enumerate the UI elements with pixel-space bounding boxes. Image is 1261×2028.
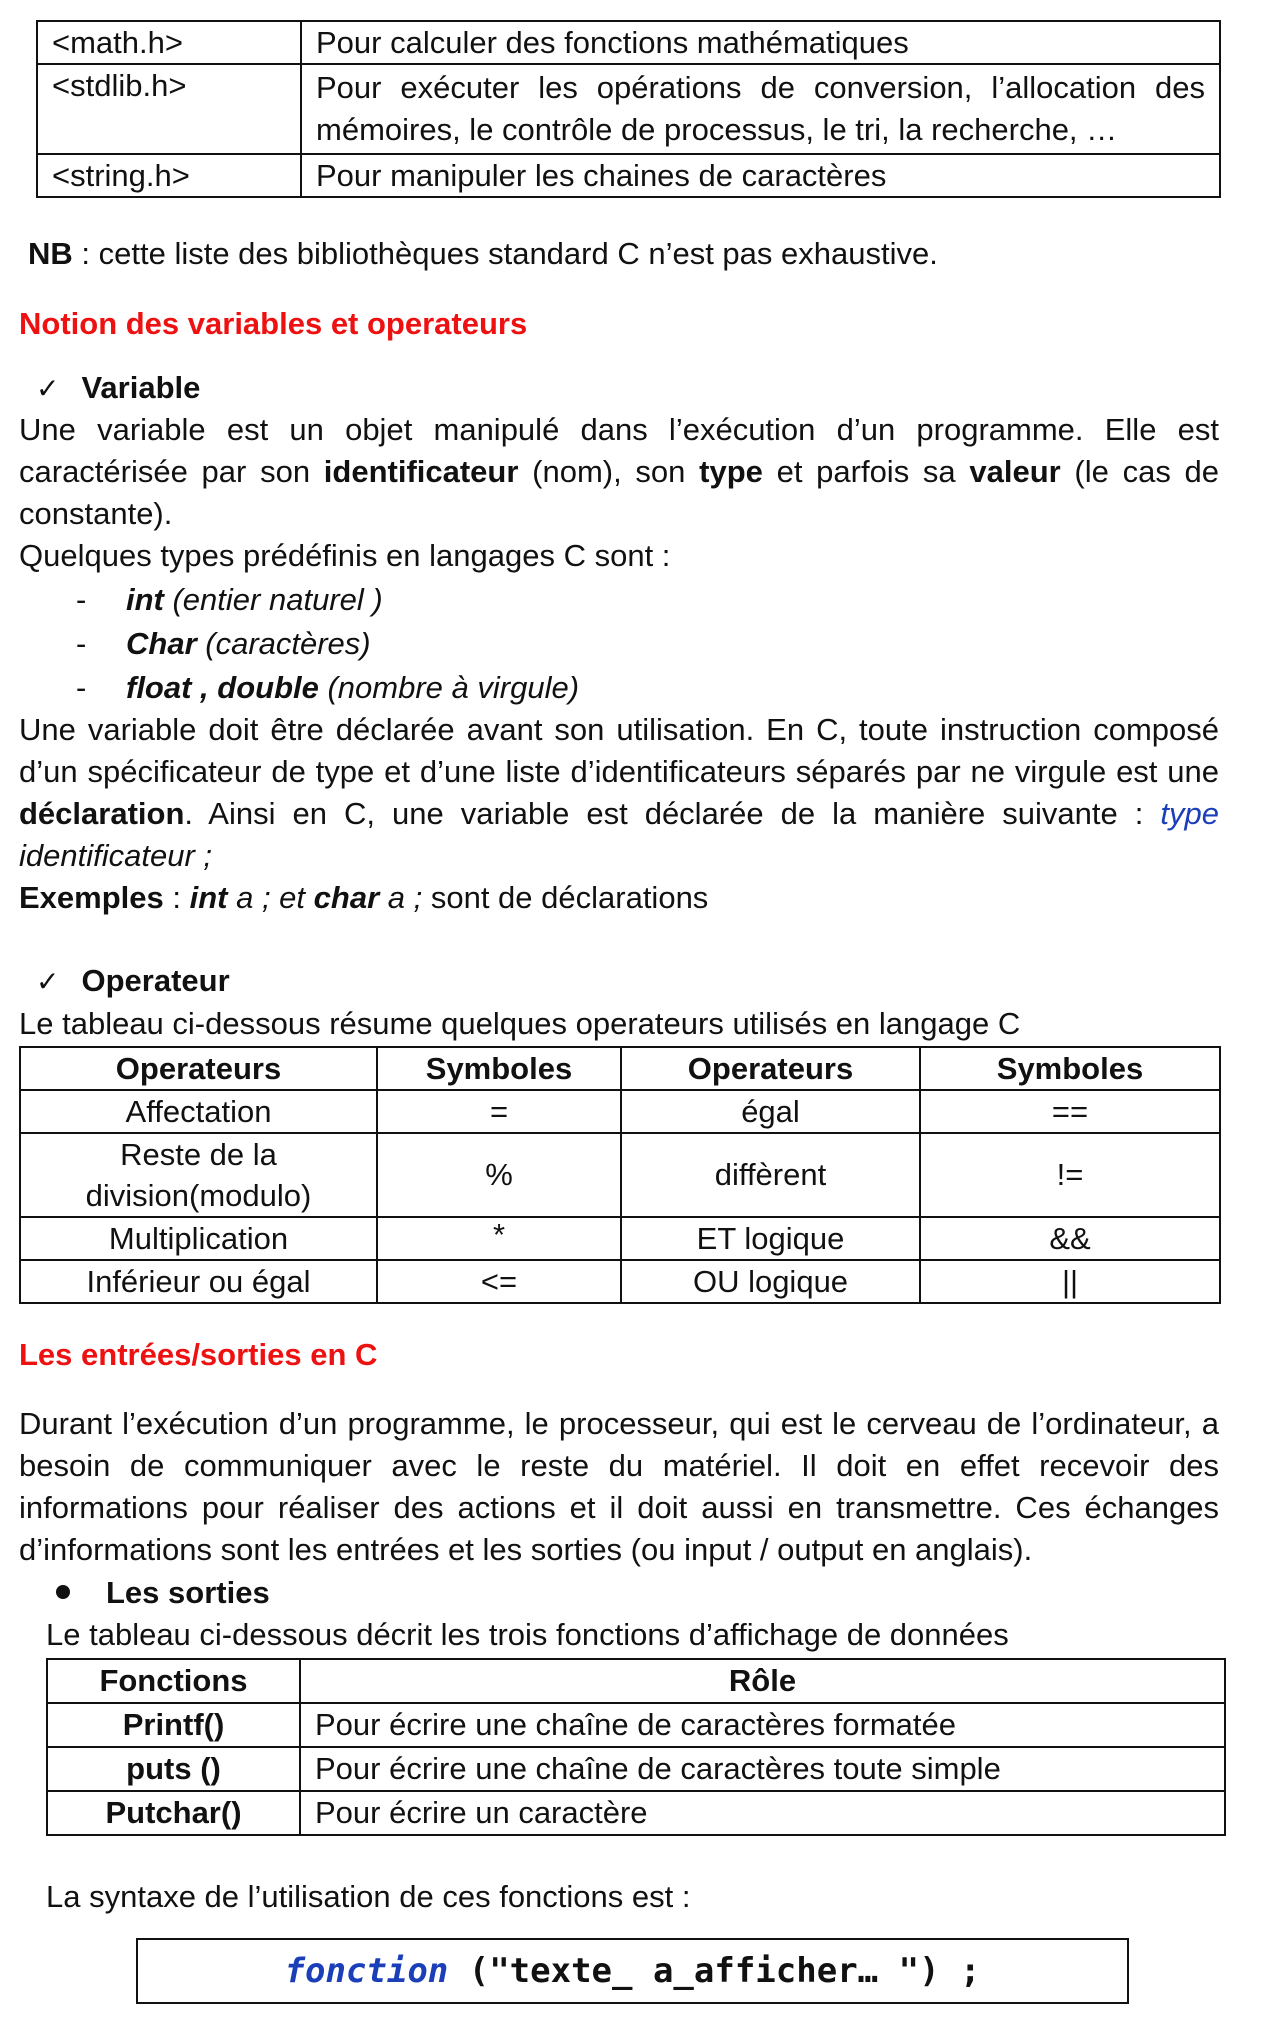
table-row [47,1703,1225,1747]
type-keyword: float , double [126,670,319,705]
table-row [37,154,1220,197]
operator-symbol: * [377,1217,621,1260]
text-span: . Ainsi en C, une variable est déclarée de la manière suivante : [184,796,1161,831]
text-span: sont de déclarations [422,880,709,915]
operateur-heading [36,960,230,1003]
syntax-intro: La syntaxe de l’utilisation de ces fonctions est : [46,1879,691,1914]
table-row [47,1791,1225,1835]
table-row [47,1747,1225,1791]
text-span: et parfois sa [762,454,970,489]
operator-symbol: != [920,1133,1220,1217]
table-header-row [20,1047,1220,1090]
libraries-table [36,20,1221,198]
text-span: a ; et [227,880,314,915]
type-description: (caractères) [196,626,371,661]
dash: - [76,670,87,705]
output-functions-table [46,1658,1226,1836]
type-keyword: int [126,582,164,617]
examples-line [19,877,708,919]
io-paragraph: Durant l’exécution d’un programme, le processeur, qui est le cerveau de l’ordinateur, a besoin de communiquer avec le reste du matériel. Il doit en effet recevoir des informations pour réaliser des actions et il doit aussi en transmettre. Ces échanges d’informations sont les entrées et les sorties (ou input / output en anglais). [19,1406,1219,1567]
text-span: (nom), son [518,454,700,489]
function-role: Pour écrire une chaîne de caractères formatée [300,1703,1225,1747]
function-name: Putchar() [47,1791,300,1835]
function-role: Pour écrire une chaîne de caractères toute simple [300,1747,1225,1791]
column-header: Rôle [300,1659,1225,1703]
text-span: identificateur ; [19,838,212,873]
library-name: <math.h> [37,21,301,64]
library-description: Pour calculer des fonctions mathématiques [301,21,1220,64]
operator-name: Multiplication [20,1217,377,1260]
table-row [20,1090,1220,1133]
syntax-arguments: ("texte_ a_afficher… ") ; [448,1951,981,1991]
library-description: Pour exécuter les opérations de conversion, l’allocation des mémoires, le contrôle de processus, le tri, la recherche, … [301,64,1220,154]
operator-symbol: <= [377,1260,621,1303]
table-row [37,64,1220,154]
function-name: Printf() [47,1703,300,1747]
types-intro: Quelques types prédéfinis en langages C sont : [19,538,671,573]
table-row [20,1217,1220,1260]
bullet-icon [56,1585,70,1599]
syntax-function-keyword: fonction [284,1951,449,1991]
variable-heading [36,367,200,410]
library-name: <string.h> [37,154,301,197]
dash: - [76,582,87,617]
list-item [76,579,383,621]
operator-symbol: && [920,1217,1220,1260]
section-title-io: Les entrées/sorties en C [19,1337,378,1372]
nb-note [28,233,938,275]
dash: - [76,626,87,661]
variable-paragraph-1 [19,409,1219,535]
table-row [37,21,1220,64]
type-description: (nombre à virgule) [318,670,580,705]
term-declaration: déclaration [19,796,185,831]
operator-name: ET logique [621,1217,920,1260]
column-header: Fonctions [47,1659,300,1703]
text-span: a ; [379,880,423,915]
column-header: Operateurs [621,1047,920,1090]
keyword-char: char [313,880,380,915]
text-line: division(modulo) [85,1178,312,1213]
variable-paragraph-3 [19,709,1219,877]
operator-symbol: % [377,1133,621,1217]
term-type: type [699,454,763,489]
nb-text: : cette liste des bibliothèques standard C n’est pas exhaustive. [72,236,938,271]
text-span: Une variable est un objet manipulé dans l’exécution d’un programme. Elle est caractérisée par son [19,412,1219,489]
text-line: Reste de la [120,1137,277,1172]
section-title-variables: Notion des variables et operateurs [19,306,528,341]
operator-name: Inférieur ou égal [20,1260,377,1303]
term-valeur: valeur [969,454,1061,489]
text-span: Une variable doit être déclarée avant son utilisation. En C, toute instruction composé d’un spécificateur de type et d’une liste d’identificateurs séparés par ne virgule est une [19,712,1219,789]
table-row [20,1260,1220,1303]
operateur-heading-text: Operateur [81,963,230,998]
operators-table [19,1046,1221,1304]
operateur-intro: Le tableau ci-dessous résume quelques operateurs utilisés en langage C [19,1006,1021,1041]
list-item [76,623,371,665]
operator-symbol: == [920,1090,1220,1133]
column-header: Operateurs [20,1047,377,1090]
sorties-heading-text: Les sorties [106,1575,270,1610]
sorties-intro: Le tableau ci-dessous décrit les trois fonctions d’affichage de données [46,1617,1009,1652]
nb-label: NB [28,236,73,271]
table-header-row [47,1659,1225,1703]
type-description: (entier naturel ) [163,582,383,617]
library-name: <stdlib.h> [37,64,301,154]
function-role: Pour écrire un caractère [300,1791,1225,1835]
operator-name: OU logique [621,1260,920,1303]
examples-label: Exemples [19,880,164,915]
operator-name: égal [621,1090,920,1133]
term-type-blue: type [1160,796,1219,831]
operator-symbol: || [920,1260,1220,1303]
operator-name: Affectation [20,1090,377,1133]
column-header: Symboles [920,1047,1220,1090]
table-row [20,1133,1220,1217]
text-span: (le cas de constante). [19,454,1220,531]
list-item [76,667,579,709]
term-identificateur: identificateur [323,454,519,489]
column-header: Symboles [377,1047,621,1090]
function-name: puts () [47,1747,300,1791]
variable-heading-text: Variable [81,370,201,405]
operator-name: diffèrent [621,1133,920,1217]
text-span: : [163,880,190,915]
keyword-int: int [189,880,228,915]
type-keyword: Char [126,626,197,661]
check-icon: ✓ [36,965,60,998]
syntax-code-box [136,1938,1129,2004]
sorties-heading [56,1572,270,1614]
library-description: Pour manipuler les chaines de caractères [301,154,1220,197]
operator-symbol: = [377,1090,621,1133]
check-icon: ✓ [36,372,60,405]
operator-name [20,1133,377,1217]
